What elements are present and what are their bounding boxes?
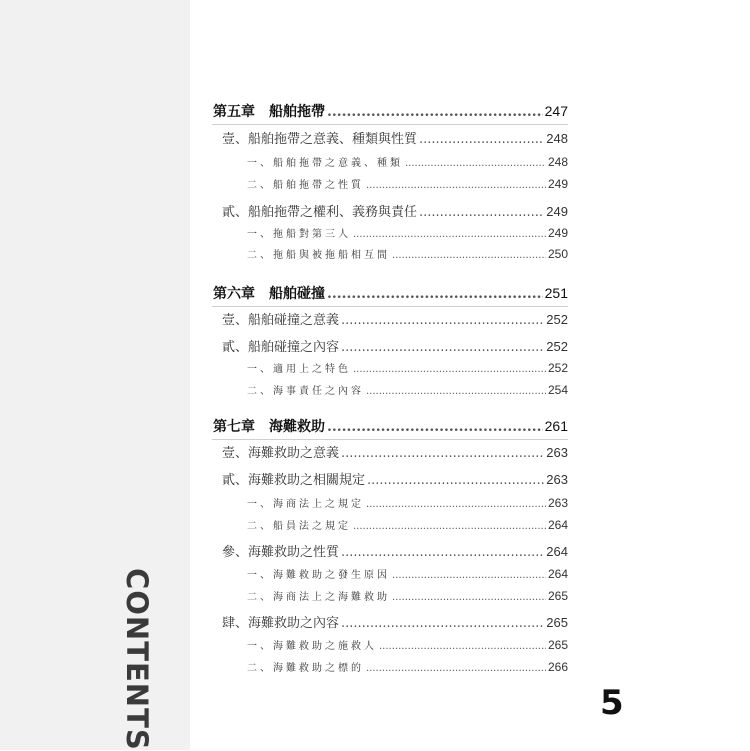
chapter-number: 第五章	[213, 104, 255, 120]
section-label: 貳、船舶拖帶之權利、義務與責任	[222, 205, 418, 220]
chapter-title: 海難救助	[269, 419, 325, 435]
section-entry[interactable]	[222, 309, 568, 331]
section-page: 264	[546, 544, 568, 559]
dot-leader	[327, 101, 543, 123]
dot-leader	[327, 283, 543, 305]
chapter-title: 船舶拖帶	[269, 104, 325, 120]
section-page: 265	[546, 615, 568, 630]
section-entry[interactable]	[222, 128, 568, 150]
subsection-entry[interactable]	[247, 585, 568, 607]
subsection-entry[interactable]	[247, 563, 568, 585]
subsection-entry[interactable]	[247, 357, 568, 379]
subsection-page: 266	[547, 660, 568, 674]
subsection-label: 一、船舶拖帶之意義、種類	[247, 158, 403, 169]
chapter-number: 第七章	[213, 419, 255, 435]
subsection-label: 一、拖船對第三人	[247, 229, 351, 240]
subsection-entry[interactable]	[247, 379, 568, 401]
subsection-entry[interactable]	[247, 243, 568, 265]
dot-leader	[366, 381, 546, 403]
section-page: 263	[546, 445, 568, 460]
dot-leader	[353, 516, 546, 538]
section-label: 肆、海難救助之內容	[222, 616, 340, 631]
section-label: 壹、船舶拖帶之意義、種類與性質	[222, 132, 418, 147]
dot-leader	[341, 443, 544, 465]
subsection-label: 二、船員法之規定	[247, 521, 351, 532]
dot-leader	[341, 337, 544, 359]
section-page: 252	[546, 339, 568, 354]
dot-leader	[419, 202, 544, 224]
chapter-entry[interactable]	[213, 282, 568, 304]
subsection-label: 二、海事責任之內容	[247, 386, 364, 397]
subsection-entry[interactable]	[247, 634, 568, 656]
chapter-rule	[212, 124, 568, 125]
subsection-label: 一、適用上之特色	[247, 364, 351, 375]
subsection-label: 一、海難救助之施救人	[247, 641, 377, 652]
dot-leader	[366, 175, 546, 197]
section-entry[interactable]	[222, 469, 568, 491]
contents-side-label: CONTENTS	[120, 568, 154, 751]
chapter-entry[interactable]	[213, 415, 568, 437]
subsection-entry[interactable]	[247, 492, 568, 514]
subsection-page: 263	[547, 496, 568, 510]
dot-leader	[379, 636, 546, 658]
subsection-label: 二、船舶拖帶之性質	[247, 180, 364, 191]
subsection-entry[interactable]	[247, 514, 568, 536]
dot-leader	[419, 129, 544, 151]
subsection-entry[interactable]	[247, 222, 568, 244]
dot-leader	[392, 245, 546, 267]
chapter-rule	[212, 306, 568, 307]
subsection-entry[interactable]	[247, 656, 568, 678]
chapter-rule	[212, 439, 568, 440]
section-label: 參、海難救助之性質	[222, 545, 340, 560]
section-page: 249	[546, 204, 568, 219]
section-entry[interactable]	[222, 201, 568, 223]
dot-leader	[341, 542, 544, 564]
section-label: 壹、海難救助之意義	[222, 446, 340, 461]
section-entry[interactable]	[222, 541, 568, 563]
section-page: 248	[546, 131, 568, 146]
subsection-label: 一、海難救助之發生原因	[247, 570, 390, 581]
subsection-label: 二、拖船與被拖船相互間	[247, 250, 390, 261]
subsection-page: 264	[547, 567, 568, 581]
dot-leader	[392, 587, 546, 609]
subsection-page: 249	[547, 177, 568, 191]
subsection-page: 254	[547, 383, 568, 397]
subsection-page: 265	[547, 589, 568, 603]
section-label: 貳、船舶碰撞之內容	[222, 340, 340, 355]
page-number: 5	[600, 683, 624, 723]
dot-leader	[366, 658, 546, 680]
chapter-page: 261	[544, 418, 568, 434]
subsection-label: 一、海商法上之規定	[247, 499, 364, 510]
section-label: 貳、海難救助之相關規定	[222, 473, 366, 488]
dot-leader	[353, 359, 546, 381]
subsection-page: 265	[547, 638, 568, 652]
section-label: 壹、船舶碰撞之意義	[222, 313, 340, 328]
section-entry[interactable]	[222, 336, 568, 358]
subsection-page: 248	[547, 155, 568, 169]
section-page: 252	[546, 312, 568, 327]
section-page: 263	[546, 472, 568, 487]
dot-leader	[327, 416, 543, 438]
chapter-title: 船舶碰撞	[269, 286, 325, 302]
subsection-entry[interactable]	[247, 173, 568, 195]
section-entry[interactable]	[222, 442, 568, 464]
subsection-label: 二、海難救助之標的	[247, 663, 364, 674]
chapter-number: 第六章	[213, 286, 255, 302]
section-entry[interactable]	[222, 612, 568, 634]
chapter-entry[interactable]	[213, 100, 568, 122]
dot-leader	[341, 310, 544, 332]
subsection-page: 249	[547, 226, 568, 240]
dot-leader	[405, 153, 546, 175]
dot-leader	[341, 613, 544, 635]
subsection-page: 252	[547, 361, 568, 375]
chapter-page: 247	[544, 103, 568, 119]
subsection-page: 250	[547, 247, 568, 261]
subsection-entry[interactable]	[247, 151, 568, 173]
dot-leader	[392, 565, 546, 587]
dot-leader	[367, 470, 544, 492]
dot-leader	[366, 494, 546, 516]
chapter-page: 251	[544, 285, 568, 301]
subsection-label: 二、海商法上之海難救助	[247, 592, 390, 603]
subsection-page: 264	[547, 518, 568, 532]
